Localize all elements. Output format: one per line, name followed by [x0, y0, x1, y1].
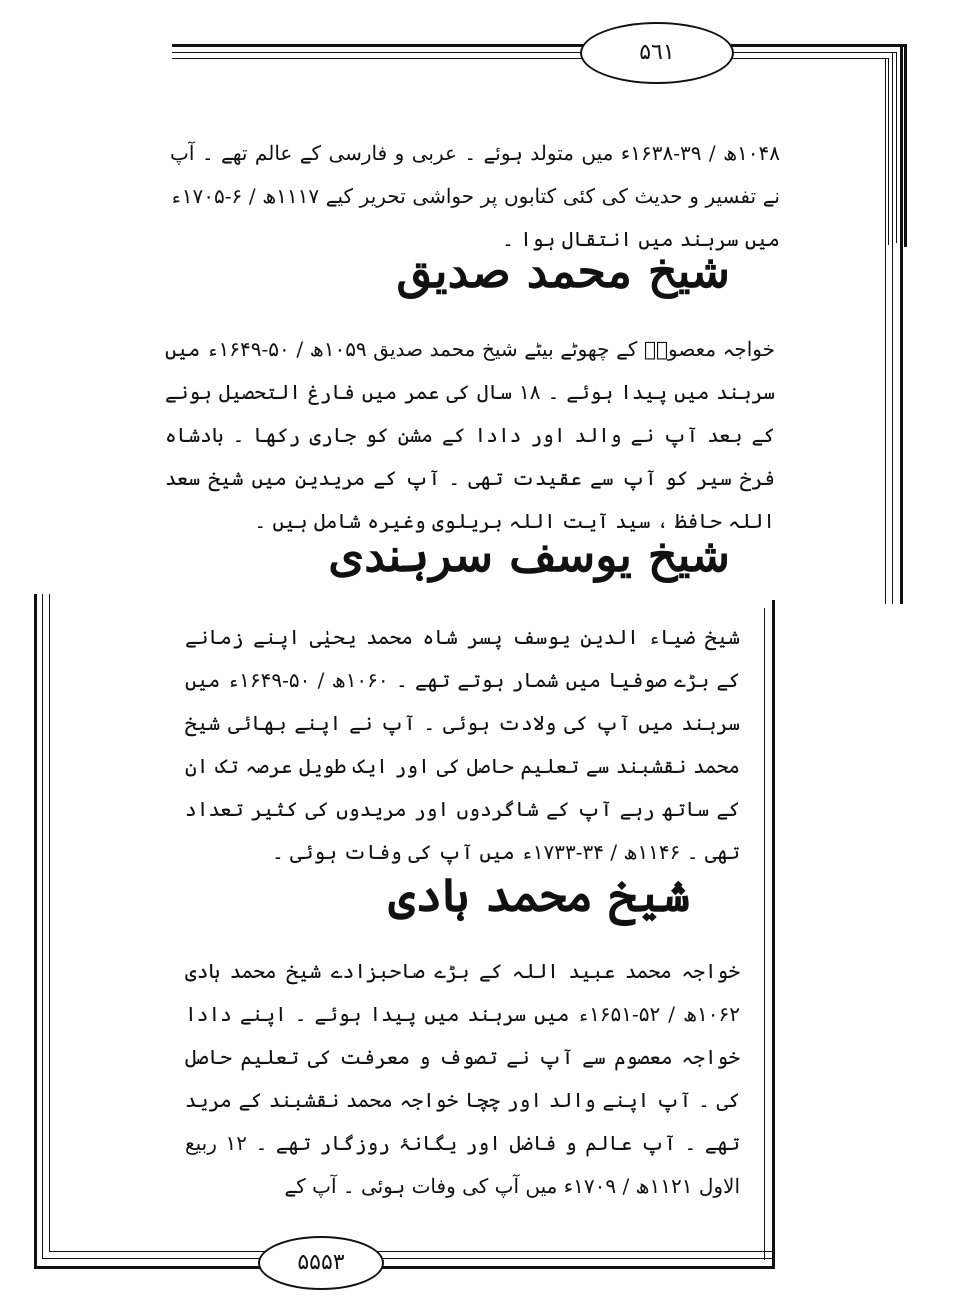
paragraph-yusuf: شیخ ضیاء الدین یوسف پسر شاہ محمد یحیٰی اپنے زمانے کے بڑے صوفیا میں شمار ہوتے تھے ۔ ۱۰۶۰ھ / ۵۰-۱۶۴۹ء میں سرہند میں آپ کی ولادت ہوئی ۔ آپ نے اپنے بھائی شیخ محمد نقشبند سے تعلیم حاصل کی اور ایک طویل عرصہ تک ان کے ساتھ رہے آپ کے شاگردوں اور مریدوں کی کثیر تعداد تھی ۔ ۱۱۴۶ھ / ۳۴-۱۷۳۳ء میں آپ کی وفات ہوئی ۔: [185, 625, 740, 864]
heading-sheikh-muhammad-siddiq: شیخ محمد صدیق: [396, 244, 730, 298]
lower-border-bottom-inner: [49, 1251, 774, 1252]
lower-border-bottom-middle: [42, 1258, 774, 1259]
lower-border-bottom-outer: [34, 1266, 774, 1269]
lower-border-inner: [49, 594, 60, 1252]
paragraph-hadi: خواجہ محمد عبید اللہ کے بڑے صاحبزادے شیخ محمد ہادی ۱۰۶۲ھ / ۵۲-۱۶۵۱ء میں سرہند میں پیدا ہوئے ۔ اپنے دادا خواجہ معصوم سے آپ نے تصوف و معرفت کی تعلیم حاصل کی ۔ آپ اپنے والد اور چچا خواجہ محمد نقشبند کے مرید تھے ۔ آپ عالم و فاضل اور یگانۂ روزگار تھے ۔ ۱۲ ربیع الاول ۱۱۲۱ھ / ۱۷۰۹ء میں آپ کی وفات ہوئی ۔ آپ کے: [185, 959, 741, 1198]
section-hadi: [185, 950, 740, 1208]
heading-sheikh-muhammad-hadi: شیخ محمد ہادی: [388, 868, 690, 922]
heading-sheikh-yusuf-sirhindi: شیخ یوسف سرہندی: [328, 528, 730, 582]
section-siddiq: [165, 328, 775, 543]
page-border-right-middle: [892, 52, 893, 604]
lower-border-right-outer: [772, 600, 775, 1269]
page-border-right-inner: [885, 58, 886, 604]
lower-border-right-inner: [764, 608, 765, 1260]
page-border-right-outer: [900, 44, 903, 604]
intro-block: [170, 132, 780, 261]
section-yusuf: [185, 616, 740, 874]
intro-paragraph: ۱۰۴۸ھ / ۳۹-۱۶۳۸ء میں متولد ہوئے ۔ عربی و فارسی کے عالم تھے ۔ آپ نے تفسیر و حدیث کی کئی کتابوں پر حواشی تحریر کیے ۱۱۱۷ھ / ۶-۱۷۰۵ء میں سرہند میں انتقال ہوا ۔: [170, 141, 780, 251]
paragraph-siddiq: خواجہ معصومؒ کے چھوٹے بیٹے شیخ محمد صدیق ۱۰۵۹ھ / ۵۰-۱۶۴۹ء میں سرہند میں پیدا ہوئے ۔ ۱۸ سال کی عمر میں فارغ التحصیل ہونے کے بعد آپ نے والد اور دادا کے مشن کو جاری رکھا ۔ بادشاہ فرخ سیر کو آپ سے عقیدت تھی ۔ آپ کے مریدین میں شیخ سعد اللہ حافظ ، سید آیت اللہ بریلوی وغیرہ شامل ہیں ۔: [165, 337, 775, 533]
page-number-bottom: ۵۵۵۳: [258, 1236, 384, 1290]
page-number-top: ۵٦١: [580, 22, 734, 84]
